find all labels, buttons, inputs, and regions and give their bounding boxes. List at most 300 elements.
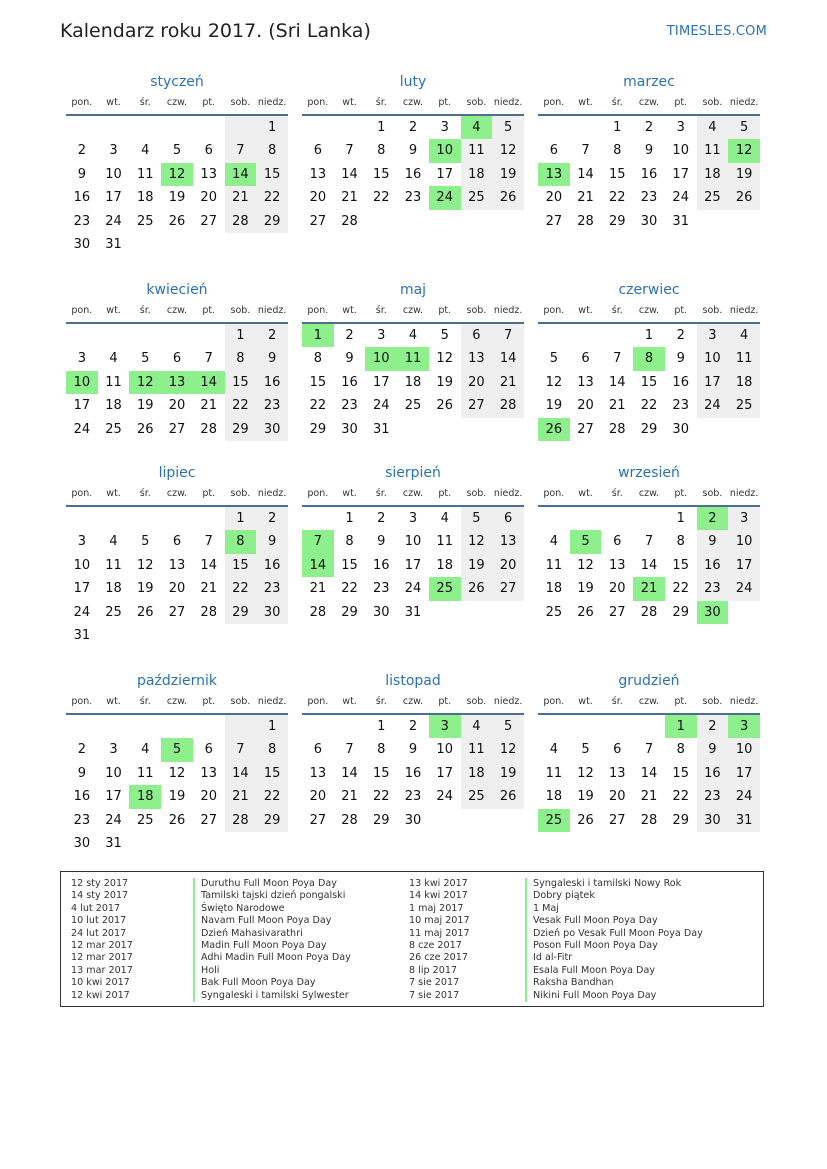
day-cell: 30 [404, 812, 422, 828]
legend-date: 11 maj 2017 [409, 927, 470, 939]
legend-date: 10 maj 2017 [409, 915, 470, 927]
empty-cell [633, 507, 665, 530]
day-cell: 8 [256, 139, 288, 162]
weekday-label: wt. [342, 97, 357, 108]
month-name: wrzesień [618, 465, 680, 481]
empty-cell [697, 418, 729, 441]
holiday-day-cell: 1 [665, 715, 697, 738]
weekday-label: niedz. [493, 305, 523, 316]
day-cell: 1 [256, 116, 288, 139]
empty-cell [334, 116, 366, 139]
empty-cell [461, 418, 493, 441]
day-cell: 23 [73, 812, 91, 828]
day-cell: 23 [341, 398, 358, 414]
empty-cell [429, 809, 461, 832]
weekday-label: wt. [106, 488, 121, 499]
legend-holiday-name: Esala Full Moon Poya Day [525, 965, 703, 977]
legend-date: 13 mar 2017 [71, 964, 133, 976]
day-cell: 26 [728, 186, 760, 209]
day-cell: 3 [377, 328, 386, 343]
day-cell: 22 [256, 186, 288, 209]
day-grid [538, 324, 760, 441]
day-cell: 1 [377, 120, 386, 135]
day-cell: 22 [309, 398, 327, 414]
weekday-label: śr. [139, 97, 151, 108]
holiday-day-cell: 25 [538, 809, 570, 832]
day-cell: 15 [373, 765, 390, 781]
day-cell: 31 [73, 627, 91, 643]
day-cell: 13 [200, 166, 217, 182]
day-cell: 13 [492, 530, 524, 553]
day-cell: 5 [492, 715, 524, 738]
empty-cell [397, 418, 429, 441]
day-cell: 30 [697, 809, 729, 832]
day-cell: 2 [697, 715, 729, 738]
day-cell: 20 [461, 371, 493, 394]
empty-cell [161, 233, 193, 256]
day-cell: 16 [73, 190, 91, 206]
month-6 [66, 463, 288, 647]
day-cell: 9 [697, 530, 729, 553]
day-cell: 3 [697, 324, 729, 347]
weekday-label: pon. [71, 488, 93, 499]
empty-cell [98, 324, 130, 347]
empty-cell [98, 624, 130, 647]
day-cell: 13 [609, 765, 626, 781]
legend-date: 12 kwi 2017 [71, 989, 130, 1001]
day-cell: 24 [105, 812, 122, 828]
holiday-day-cell: 25 [429, 577, 461, 600]
day-cell: 4 [141, 143, 150, 159]
weekday-label: czw. [402, 696, 424, 707]
empty-cell [161, 116, 193, 139]
empty-cell [129, 715, 161, 738]
weekday-label: pt. [202, 305, 216, 316]
day-cell: 27 [168, 604, 186, 620]
day-cell: 5 [492, 116, 524, 139]
weekday-label: pt. [674, 488, 688, 499]
day-cell: 29 [672, 812, 689, 828]
holiday-day-cell: 13 [161, 371, 193, 394]
day-cell: 15 [609, 166, 626, 182]
day-cell: 11 [436, 534, 453, 550]
day-cell: 19 [492, 762, 524, 785]
weekday-header [302, 483, 524, 505]
weekday-label: wt. [578, 696, 593, 707]
weekday-label: czw. [638, 488, 660, 499]
day-cell: 8 [256, 738, 288, 761]
month-name: październik [137, 673, 217, 689]
legend-date: 14 sty 2017 [71, 890, 129, 902]
empty-cell [601, 715, 633, 738]
empty-cell [225, 116, 257, 139]
empty-cell [461, 210, 493, 233]
day-cell: 16 [672, 374, 689, 390]
month-1 [302, 72, 524, 233]
legend-dates-left [71, 878, 133, 1002]
weekday-label: wt. [578, 97, 593, 108]
holiday-day-cell: 26 [538, 418, 570, 441]
day-cell: 28 [225, 809, 257, 832]
day-cell: 31 [672, 213, 689, 229]
day-cell: 2 [256, 507, 288, 530]
day-cell: 3 [728, 507, 760, 530]
day-cell: 27 [200, 213, 217, 229]
weekday-label: czw. [402, 488, 424, 499]
legend-date: 4 lut 2017 [71, 902, 121, 914]
legend-holiday-name: Poson Full Moon Poya Day [525, 940, 703, 952]
weekday-header [302, 92, 524, 114]
legend-date: 12 sty 2017 [71, 878, 129, 889]
day-cell: 14 [640, 557, 658, 573]
day-cell: 18 [436, 557, 453, 573]
day-cell: 8 [225, 347, 257, 370]
day-cell: 29 [225, 601, 257, 624]
day-cell: 22 [640, 398, 658, 414]
empty-cell [570, 507, 602, 530]
weekday-label: pon. [307, 97, 329, 108]
holiday-day-cell: 3 [429, 715, 461, 738]
weekday-label: pon. [307, 488, 329, 499]
weekday-label: niedz. [729, 97, 759, 108]
day-cell: 29 [672, 604, 689, 620]
day-cell: 20 [168, 398, 186, 414]
day-cell: 18 [105, 581, 122, 597]
weekday-header [538, 483, 760, 505]
day-cell: 26 [492, 785, 524, 808]
legend-holiday-name: Adhi Madin Full Moon Poya Day [193, 952, 351, 964]
legend-holiday-name: Holi [193, 965, 351, 977]
day-cell: 1 [644, 328, 654, 343]
day-cell: 1 [345, 511, 354, 526]
empty-cell [129, 832, 161, 855]
day-cell: 22 [256, 785, 288, 808]
day-cell: 16 [341, 374, 358, 390]
month-name: listopad [385, 673, 441, 689]
weekday-header [66, 691, 288, 713]
day-cell: 23 [404, 789, 422, 805]
holiday-day-cell: 5 [161, 738, 193, 761]
day-cell: 12 [577, 765, 594, 781]
day-cell: 15 [373, 166, 390, 182]
day-cell: 25 [404, 398, 422, 414]
day-cell: 16 [73, 789, 91, 805]
brand-logo[interactable]: TIMESLES.COM [666, 24, 767, 39]
day-cell: 28 [640, 812, 658, 828]
day-cell: 20 [200, 789, 217, 805]
day-cell: 25 [105, 604, 122, 620]
legend-date: 8 lip 2017 [409, 964, 458, 976]
holiday-day-cell: 14 [302, 554, 334, 577]
empty-cell [225, 715, 257, 738]
day-cell: 17 [672, 166, 689, 182]
weekday-label: sob. [466, 305, 487, 316]
day-cell: 24 [73, 604, 91, 620]
empty-cell [193, 324, 225, 347]
weekday-label: pt. [438, 488, 452, 499]
empty-cell [161, 624, 193, 647]
day-cell: 6 [492, 507, 524, 530]
day-cell: 18 [545, 789, 563, 805]
empty-cell [98, 507, 130, 530]
day-cell: 7 [204, 534, 213, 550]
day-cell: 28 [640, 604, 658, 620]
day-cell: 29 [640, 421, 658, 437]
empty-cell [302, 116, 334, 139]
day-cell: 1 [676, 511, 685, 526]
day-cell: 19 [168, 789, 186, 805]
day-cell: 31 [105, 835, 122, 851]
day-cell: 18 [461, 163, 493, 186]
empty-cell [98, 116, 130, 139]
empty-cell [397, 210, 429, 233]
day-cell: 19 [577, 581, 594, 597]
day-cell: 15 [256, 762, 288, 785]
day-cell: 5 [549, 351, 558, 367]
day-cell: 12 [168, 765, 186, 781]
weekday-label: niedz. [729, 305, 759, 316]
day-cell: 22 [609, 190, 626, 206]
day-cell: 10 [697, 347, 729, 370]
weekday-label: wt. [578, 305, 593, 316]
weekday-header [302, 300, 524, 322]
weekday-header [538, 691, 760, 713]
day-cell: 6 [172, 534, 182, 550]
weekday-header [66, 300, 288, 322]
weekday-label: sob. [230, 305, 251, 316]
day-cell: 24 [105, 213, 122, 229]
day-cell: 11 [105, 557, 122, 573]
day-cell: 2 [256, 324, 288, 347]
empty-cell [538, 507, 570, 530]
weekday-label: sob. [702, 488, 723, 499]
holiday-day-cell: 11 [397, 347, 429, 370]
weekday-label: wt. [342, 305, 357, 316]
legend-holiday-name: Duruthu Full Moon Poya Day [193, 878, 351, 890]
day-cell: 24 [697, 394, 729, 417]
day-cell: 18 [461, 762, 493, 785]
weekday-label: śr. [611, 97, 623, 108]
empty-cell [429, 601, 461, 624]
day-cell: 9 [644, 143, 654, 159]
day-cell: 17 [73, 398, 91, 414]
empty-cell [256, 624, 288, 647]
day-cell: 16 [404, 166, 422, 182]
holiday-day-cell: 30 [697, 601, 729, 624]
day-cell: 28 [492, 394, 524, 417]
empty-cell [334, 715, 366, 738]
empty-cell [193, 233, 225, 256]
empty-cell [492, 809, 524, 832]
day-cell: 3 [109, 742, 118, 758]
weekday-label: niedz. [257, 488, 287, 499]
day-cell: 15 [341, 557, 358, 573]
day-cell: 23 [672, 398, 689, 414]
day-cell: 30 [256, 601, 288, 624]
day-cell: 30 [73, 236, 91, 252]
day-cell: 15 [672, 765, 689, 781]
day-cell: 21 [200, 398, 217, 414]
day-cell: 3 [77, 534, 86, 550]
day-cell: 18 [404, 374, 422, 390]
day-cell: 25 [137, 812, 154, 828]
day-cell: 3 [109, 143, 118, 159]
day-cell: 7 [492, 324, 524, 347]
holiday-day-cell: 14 [193, 371, 225, 394]
day-cell: 15 [225, 371, 257, 394]
day-cell: 20 [168, 581, 186, 597]
day-cell: 20 [609, 581, 626, 597]
day-cell: 23 [697, 785, 729, 808]
day-cell: 26 [137, 604, 154, 620]
weekday-label: sob. [702, 696, 723, 707]
day-cell: 16 [404, 765, 422, 781]
empty-cell [570, 324, 602, 347]
day-grid [302, 715, 524, 832]
empty-cell [728, 210, 760, 233]
day-cell: 31 [373, 421, 390, 437]
day-cell: 28 [200, 421, 217, 437]
empty-cell [728, 601, 760, 624]
day-cell: 19 [728, 163, 760, 186]
holiday-day-cell: 2 [697, 507, 729, 530]
day-cell: 7 [225, 738, 257, 761]
day-cell: 5 [461, 507, 493, 530]
day-cell: 8 [377, 143, 386, 159]
month-11 [538, 671, 760, 832]
day-cell: 2 [408, 719, 418, 734]
day-cell: 23 [73, 213, 91, 229]
weekday-label: niedz. [493, 488, 523, 499]
day-cell: 24 [728, 785, 760, 808]
day-cell: 31 [105, 236, 122, 252]
legend-holiday-name: Syngaleski i tamilski Nowy Rok [525, 878, 703, 890]
legend-date: 24 lut 2017 [71, 927, 127, 939]
empty-cell [225, 832, 257, 855]
day-cell: 12 [461, 530, 493, 553]
day-cell: 11 [728, 347, 760, 370]
legend-holiday-name: Id al-Fitr [525, 952, 703, 964]
legend-holiday-name: Navam Full Moon Poya Day [193, 915, 351, 927]
weekday-label: czw. [402, 305, 424, 316]
day-cell: 3 [408, 511, 418, 526]
weekday-label: pt. [674, 305, 688, 316]
day-cell: 29 [341, 604, 358, 620]
holiday-day-cell: 8 [633, 347, 665, 370]
day-cell: 21 [309, 581, 327, 597]
weekday-label: wt. [106, 305, 121, 316]
holiday-day-cell: 24 [429, 186, 461, 209]
weekday-label: pon. [543, 696, 565, 707]
day-grid [538, 507, 760, 624]
day-cell: 2 [644, 120, 654, 135]
empty-cell [66, 507, 98, 530]
empty-cell [161, 324, 193, 347]
weekday-label: pon. [71, 696, 93, 707]
legend-holiday-name: Tamilski tajski dzień pongalski [193, 890, 351, 902]
day-cell: 12 [137, 557, 154, 573]
empty-cell [129, 233, 161, 256]
weekday-label: niedz. [493, 97, 523, 108]
day-grid [302, 324, 524, 441]
day-cell: 9 [676, 351, 685, 367]
day-cell: 19 [137, 581, 154, 597]
day-cell: 3 [440, 120, 449, 135]
day-cell: 20 [200, 190, 217, 206]
day-cell: 14 [341, 765, 358, 781]
weekday-header [302, 691, 524, 713]
month-name: marzec [623, 74, 675, 90]
empty-cell [161, 715, 193, 738]
weekday-label: śr. [611, 488, 623, 499]
month-0 [66, 72, 288, 256]
month-9 [66, 671, 288, 855]
weekday-label: czw. [166, 696, 188, 707]
legend-date: 26 cze 2017 [409, 952, 468, 964]
day-cell: 30 [373, 604, 390, 620]
day-cell: 22 [373, 789, 390, 805]
empty-cell [256, 233, 288, 256]
weekday-label: sob. [702, 305, 723, 316]
day-cell: 20 [577, 398, 594, 414]
empty-cell [193, 507, 225, 530]
legend-holiday-name: Syngaleski i tamilski Sylwester [193, 990, 351, 1002]
holiday-day-cell: 8 [225, 530, 257, 553]
day-cell: 14 [200, 557, 217, 573]
weekday-label: śr. [139, 488, 151, 499]
day-cell: 27 [309, 213, 327, 229]
day-grid [538, 715, 760, 832]
day-cell: 15 [256, 163, 288, 186]
month-name: luty [399, 74, 427, 90]
holiday-day-cell: 5 [570, 530, 602, 553]
month-4 [302, 280, 524, 441]
weekday-label: czw. [166, 488, 188, 499]
legend-holiday-name: Raksha Bandhan [525, 977, 703, 989]
day-cell: 1 [225, 324, 257, 347]
day-cell: 1 [225, 507, 257, 530]
day-cell: 24 [672, 190, 689, 206]
weekday-label: śr. [375, 696, 387, 707]
day-cell: 4 [141, 742, 150, 758]
day-cell: 19 [492, 163, 524, 186]
month-3 [66, 280, 288, 441]
day-cell: 15 [309, 374, 327, 390]
empty-cell [161, 507, 193, 530]
day-cell: 11 [461, 139, 493, 162]
weekday-label: wt. [342, 488, 357, 499]
day-cell: 16 [640, 166, 658, 182]
day-cell: 22 [672, 581, 689, 597]
empty-cell [461, 809, 493, 832]
day-cell: 24 [436, 789, 453, 805]
holiday-day-cell: 18 [129, 785, 161, 808]
empty-cell [429, 210, 461, 233]
day-cell: 10 [672, 143, 689, 159]
day-cell: 7 [644, 534, 654, 550]
empty-cell [538, 324, 570, 347]
day-cell: 9 [77, 166, 86, 182]
empty-cell [66, 715, 98, 738]
day-cell: 18 [105, 398, 122, 414]
day-cell: 5 [440, 328, 449, 343]
day-cell: 21 [341, 789, 358, 805]
day-cell: 25 [137, 213, 154, 229]
weekday-label: pt. [674, 97, 688, 108]
day-cell: 14 [225, 762, 257, 785]
weekday-label: niedz. [257, 305, 287, 316]
day-cell: 2 [408, 120, 418, 135]
